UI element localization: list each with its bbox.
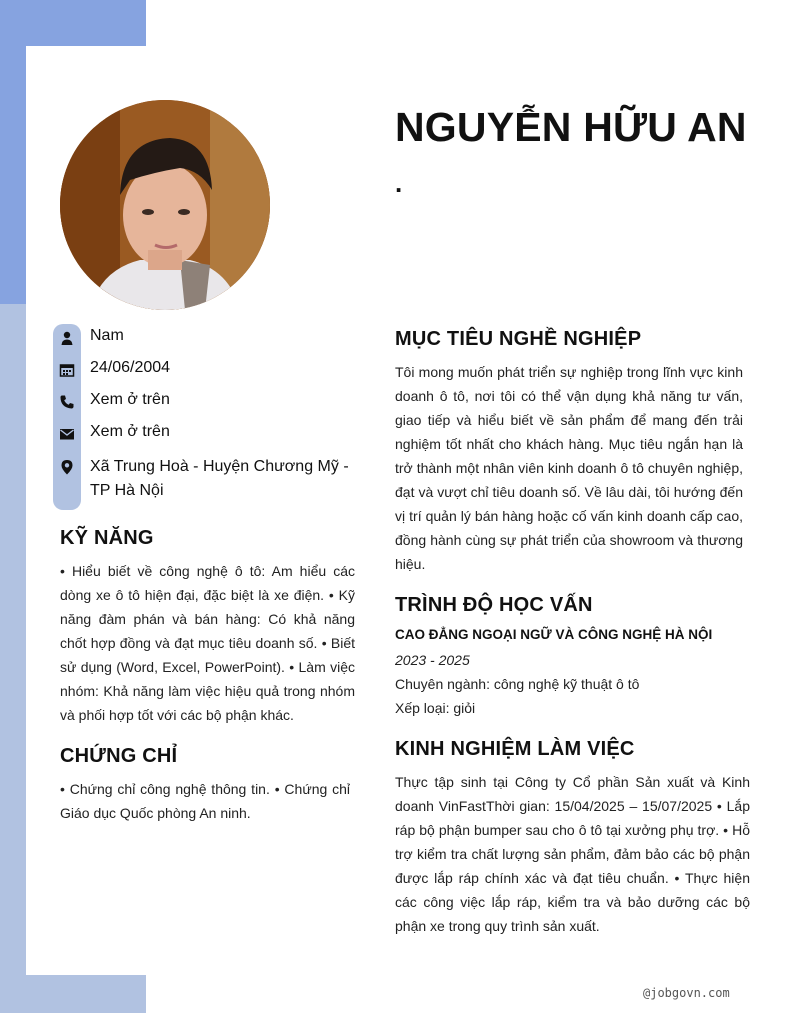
- contact-gender: Nam: [90, 327, 124, 344]
- calendar-icon: [59, 362, 75, 378]
- education-years: 2023 - 2025: [395, 652, 470, 668]
- avatar: [60, 100, 270, 310]
- location-icon: [59, 459, 75, 475]
- candidate-subtitle: .: [395, 168, 403, 198]
- experience-text: Thực tập sinh tại Công ty Cổ phần Sản xuất và Kinh doanh VinFastThời gian: 15/04/2025 – 15/07/2025 • Lắp ráp bộ phận bumper sau cho ô tô tại xưởng phụ trợ. • Hỗ trợ kiểm tra chất lượng sản phẩm, đảm bảo các bộ phận được lắp ráp chính xác và đạt tiêu chuẩn. • Thực hiện các công việc lắp ráp, kiểm tra và bảo dưỡng các bộ phận xe trong quy trình sản xuất.: [395, 774, 750, 934]
- skills-text: • Hiểu biết về công nghệ ô tô: Am hiểu các dòng xe ô tô hiện đại, đặc biệt là xe điện. • Kỹ năng đàm phán và bán hàng: Có khả năng chốt hợp đồng và đạt mục tiêu doanh số. • Biết sử dụng (Word, Excel, PowerPoint). • Làm việc nhóm: Khả năng làm việc hiệu quả trong nhóm và phối hợp tốt với các bộ phận khác.: [60, 563, 355, 723]
- contact-birthdate: 24/06/2004: [90, 359, 171, 376]
- objective-title: MỤC TIÊU NGHỀ NGHIỆP: [395, 328, 642, 350]
- decor-bottom-bar: [26, 975, 146, 1013]
- decor-left-bar-lower: [0, 304, 26, 1013]
- certificates-title: CHỨNG CHỈ: [60, 745, 178, 767]
- candidate-name: NGUYỄN HỮU AN: [395, 104, 747, 150]
- contact-icon-strip: [53, 324, 81, 510]
- mail-icon: [59, 426, 75, 442]
- objective-text: Tôi mong muốn phát triển sự nghiệp trong lĩnh vực kinh doanh ô tô, nơi tôi có thể vận dụng khả năng tư vấn, giao tiếp và hiểu biết về sản phẩm để mang đến trải nghiệm tốt nhất cho khách hàng. Mục tiêu ngắn hạn là trở thành một nhân viên kinh doanh ô tô chuyên nghiệp, đạt và vượt chỉ tiêu doanh số. Về lâu dài, tôi hướng đến vị trí quản lý bán hàng hoặc cố vấn kinh doanh cấp cao, đồng hành cùng sự phát triển của showroom và thương hiệu.: [395, 364, 743, 572]
- education-school: CAO ĐẲNG NGOẠI NGỮ VÀ CÔNG NGHỆ HÀ NỘI: [395, 627, 713, 642]
- experience-title: KINH NGHIỆM LÀM VIỆC: [395, 738, 635, 760]
- contact-address: [90, 455, 349, 503]
- contact-phone: Xem ở trên: [90, 391, 170, 408]
- decor-left-bar-upper: [0, 46, 26, 304]
- education-rank: Xếp loại: giỏi: [395, 700, 476, 716]
- decor-top-bar: [0, 0, 146, 46]
- footer-watermark: @jobgovn.com: [643, 986, 730, 1000]
- contact-address-line1: Xã Trung Hoà - Huyện Chương Mỹ -: [90, 458, 349, 475]
- person-icon: [59, 330, 75, 346]
- contact-address-line2: TP Hà Nội: [90, 482, 164, 499]
- skills-title: KỸ NĂNG: [60, 527, 154, 549]
- education-major: Chuyên ngành: công nghệ kỹ thuật ô tô: [395, 676, 640, 692]
- contact-email: Xem ở trên: [90, 423, 170, 440]
- education-title: TRÌNH ĐỘ HỌC VẤN: [395, 594, 593, 616]
- certificates-text: • Chứng chỉ công nghệ thông tin. • Chứng chỉ Giáo dục Quốc phòng An ninh.: [60, 781, 350, 821]
- phone-icon: [59, 394, 75, 410]
